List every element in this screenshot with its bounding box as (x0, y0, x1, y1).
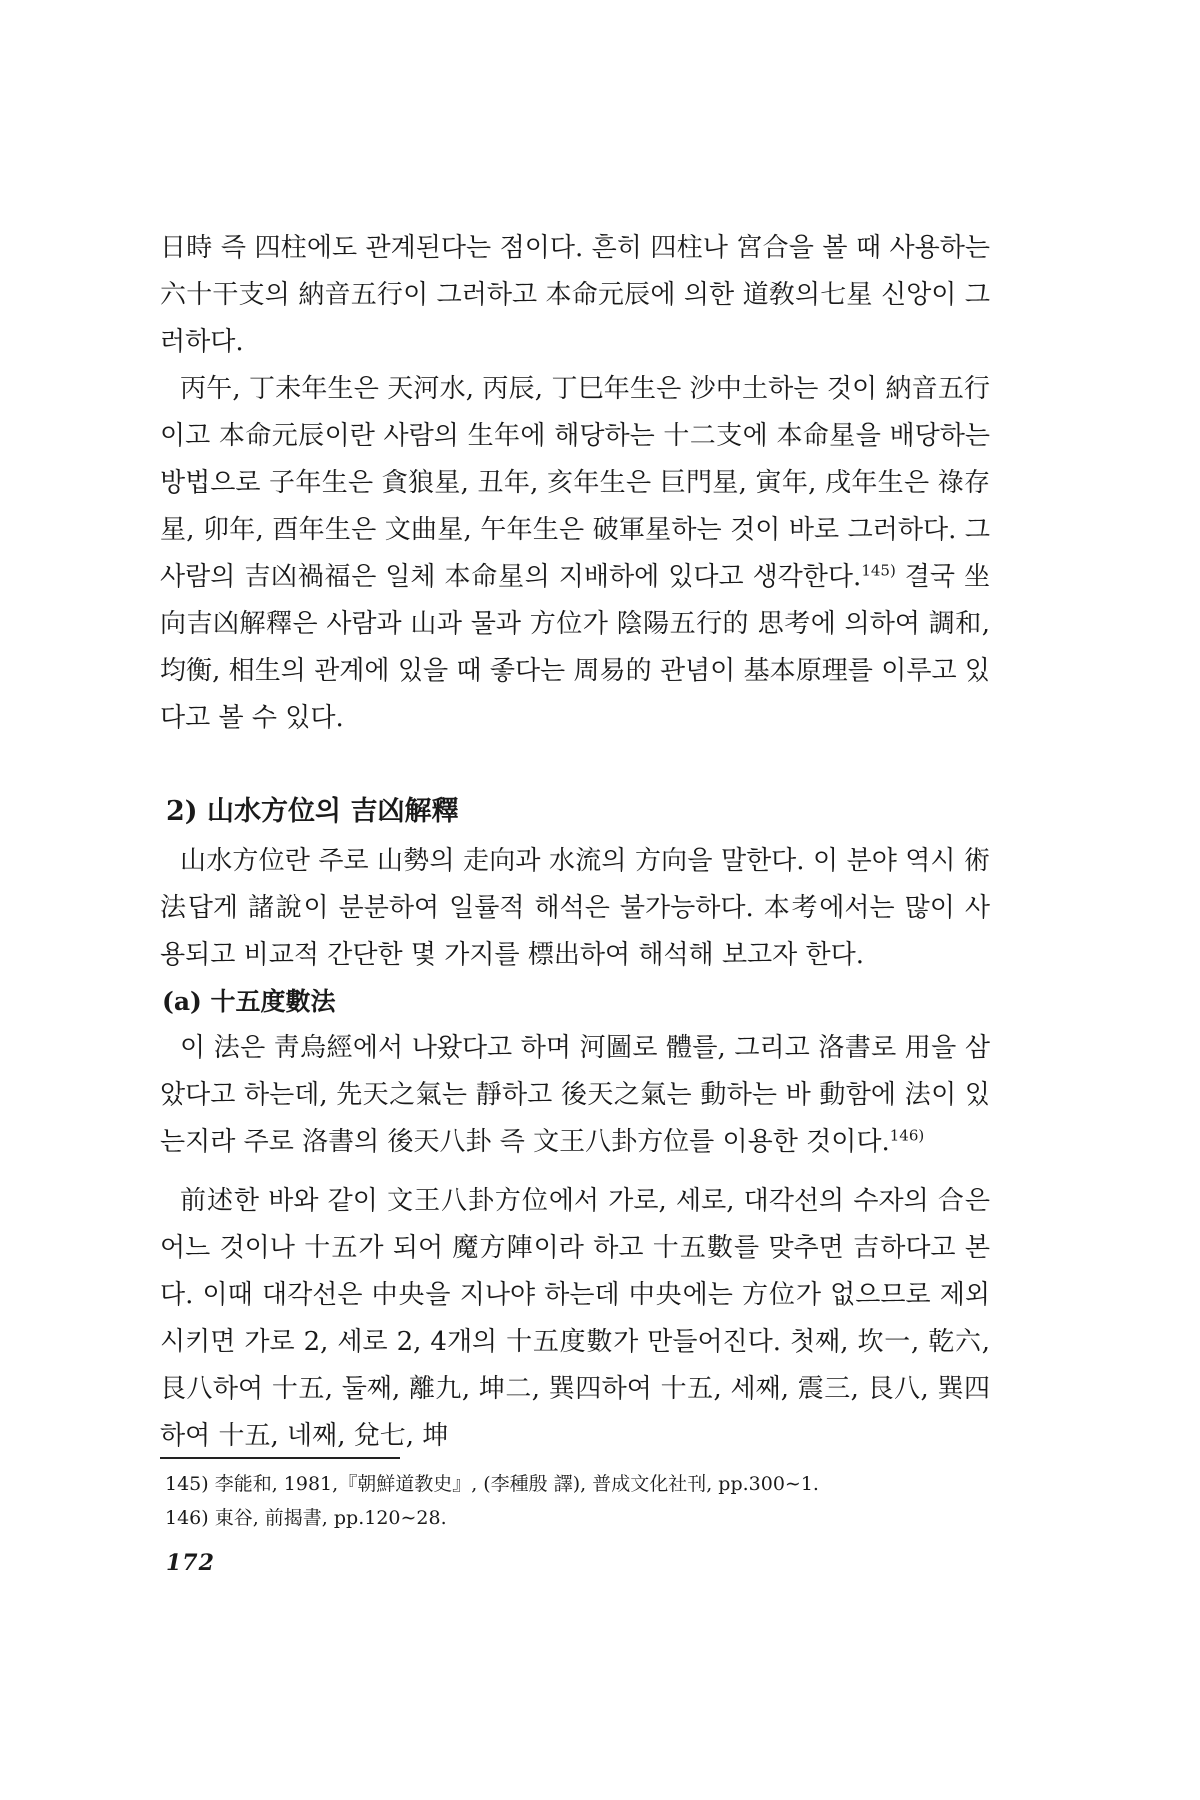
paragraph-5: 前述한 바와 같이 文王八卦方位에서 가로, 세로, 대각선의 수자의 合은 어느 것이나 十五가 되어 魔方陣이라 하고 十五數를 맞추면 吉하다고 본다. 이때 대각선은 中央을 지나야 하는데 中央에는 方位가 없으므로 제외시키면 가로 2, 세로 2, 4개의 十五度數가 만들어진다. 첫째, 坎一, 乾六, 艮八하여 十五, 둘째, 離九, 坤二, 巽四하여 十五, 세째, 震三, 艮八, 巽四하여 十五, 네째, 兌七, 坤 (160, 1186, 990, 1451)
paragraph-2-tail: 결국 坐向吉凶解釋은 사람과 山과 물과 方位가 陰陽五行的 思考에 의하여 調和, 均衡, 相生의 관계에 있을 때 좋다는 周易的 관념이 基本原理를 이루고 있다고 볼 수 있다. (160, 562, 990, 733)
subsection-heading: (a) 十五度數法 (162, 987, 336, 1016)
paragraph-1: 日時 즉 四柱에도 관계된다는 점이다. 흔히 四柱나 宮合을 볼 때 사용하는 六十干支의 納音五行이 그러하고 本命元辰에 의한 道敎의七星 신앙이 그러하다. (160, 233, 990, 357)
footnote-145: 145) 李能和, 1981,『朝鮮道教史』, (李種殷 譯), 普成文化社刊, pp.300∼1. (165, 1473, 819, 1495)
footnote-divider (160, 1457, 400, 1459)
page-number: 172 (166, 1550, 215, 1576)
paragraph-4 (160, 1025, 990, 1166)
footnotes (165, 1467, 985, 1535)
footnote-ref-146: 146) (889, 1126, 925, 1145)
footnote-146: 146) 東谷, 前揭書, pp.120∼28. (165, 1507, 447, 1529)
body-text (160, 225, 990, 1460)
paragraph-2-text: 丙午, 丁未年生은 天河水, 丙辰, 丁巳年生은 沙中土하는 것이 納音五行이고 本命元辰이란 사람의 生年에 해당하는 十二支에 本命星을 배당하는 방법으로 子年生은 貪狼星, 丑年, 亥年生은 巨門星, 寅年, 戌年生은 祿存星, 卯年, 酉年生은 文曲星, 午年生은 破軍星하는 것이 바로 그러하다. 그 사람의 吉凶禍福은 일체 本命星의 지배하에 있다고 생각한다. (160, 374, 990, 592)
section-heading: 2) 山水方位의 吉凶解釋 (166, 796, 459, 827)
footnote-ref-145: 145) (861, 561, 896, 580)
paragraph-4-text: 이 法은 靑烏經에서 나왔다고 하며 河圖로 體를, 그리고 洛書로 用을 삼았다고 하는데, 先天之氣는 靜하고 後天之氣는 動하는 바 動함에 法이 있는지라 주로 洛書의 後天八卦 즉 文王八卦方位를 이용한 것이다. (160, 1033, 990, 1157)
paragraph-2 (160, 366, 990, 742)
paragraph-3: 山水方位란 주로 山勢의 走向과 水流의 方向을 말한다. 이 분야 역시 術法답게 諸說이 분분하여 일률적 해석은 불가능하다. 本考에서는 많이 사용되고 비교적 간단한 몇 가지를 標出하여 해석해 보고자 한다. (160, 846, 990, 970)
